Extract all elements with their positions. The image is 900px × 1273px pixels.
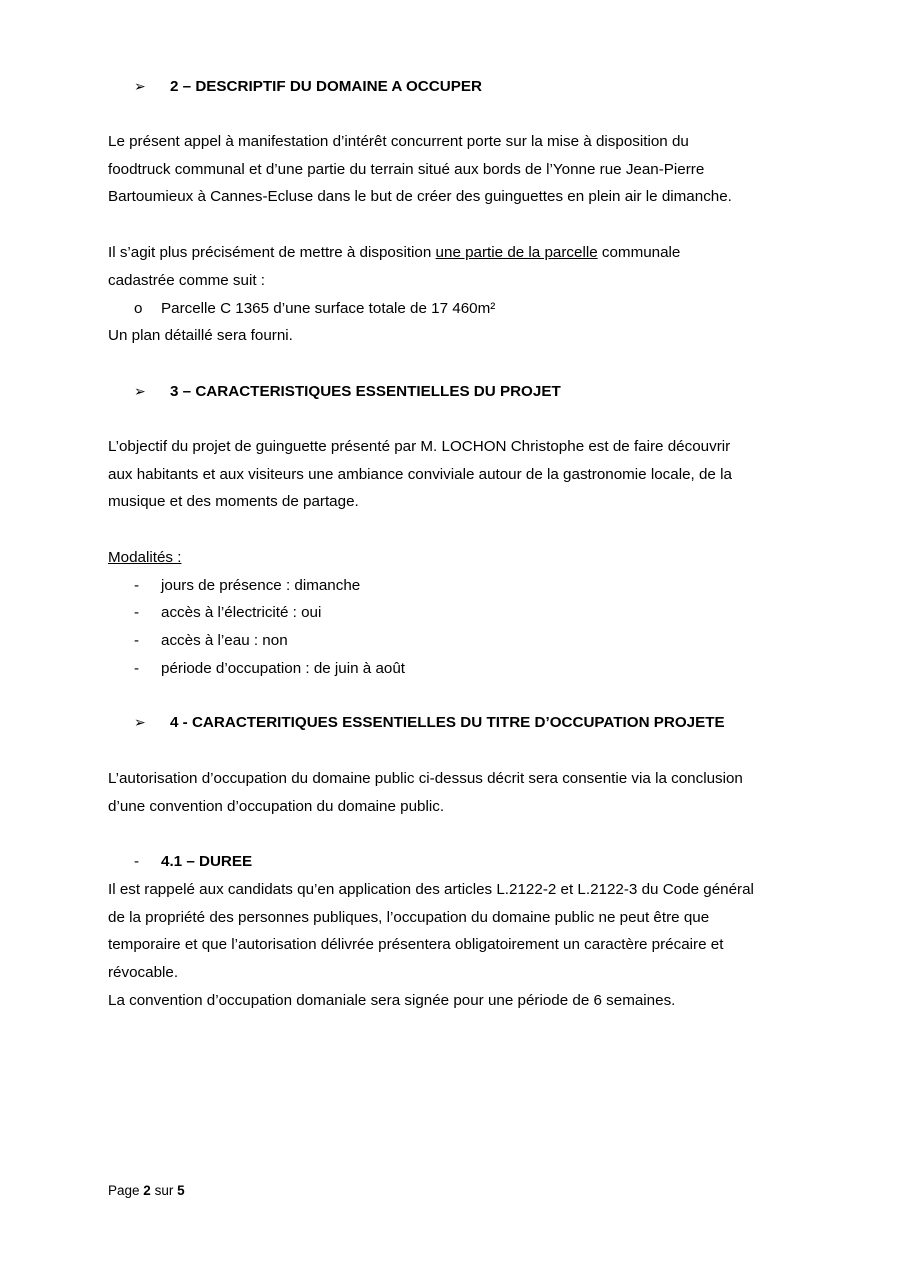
paragraph-line: L’autorisation d’occupation du domaine public ci-dessus décrit sera consentie via la conclusion [108,770,743,787]
list-item-text: accès à l’électricité : oui [161,604,322,621]
list-item-text: Parcelle C 1365 d’une surface totale de 17 460m² [161,300,496,317]
paragraph-line: Le présent appel à manifestation d’intérêt concurrent porte sur la mise à disposition du [108,133,689,150]
paragraph-line: de la propriété des personnes publiques, l’occupation du domaine public ne peut être que [108,908,710,926]
section-4-heading [134,711,725,735]
page-number: 2 [143,1183,151,1198]
dash-bullet-icon: - [134,853,140,870]
section-3-heading [134,380,561,404]
paragraph-line: cadastrée comme suit : [108,271,265,289]
arrow-bullet-icon: ➢ [134,79,146,95]
list-item-text: période d’occupation : de juin à août [161,660,406,677]
paragraph-line: Bartoumieux à Cannes-Ecluse dans le but de créer des guinguettes en plein air le dimanche. [108,188,732,206]
paragraph-line: Il est rappelé aux candidats qu’en application des articles L.2122-2 et L.2122-3 du Code général [108,881,754,898]
of-label: sur [154,1183,174,1198]
paragraph-line: aux habitants et aux visiteurs une ambiance conviviale autour de la gastronomie locale, de la [108,465,732,483]
section-3-title: 3 – CARACTERISTIQUES ESSENTIELLES DU PROJET [170,383,561,400]
paragraph-line: La convention d’occupation domaniale sera signée pour une période de 6 semaines. [108,991,676,1009]
total-pages: 5 [177,1183,185,1198]
circle-bullet-icon: o [134,300,143,317]
section-4-paragraph-1 [108,765,794,820]
section-2-title: 2 – DESCRIPTIF DU DOMAINE A OCCUPER [170,78,482,95]
page-footer [108,1180,185,1202]
paragraph-line: musique et des moments de partage. [108,493,359,511]
section-2-paragraph-2 [108,239,794,294]
paragraph-text: Il s’agit plus précisément de mettre à disposition [108,244,436,261]
section-2-paragraph-1 [108,128,794,211]
list-item-text: jours de présence : dimanche [161,577,361,594]
page-label: Page [108,1183,140,1198]
underlined-phrase: une partie de la parcelle [435,244,598,261]
arrow-bullet-icon: ➢ [134,715,146,731]
section-3-paragraph-1 [108,433,794,516]
paragraph-line: d’une convention d’occupation du domaine public. [108,797,445,815]
paragraph-line: foodtruck communal et d’une partie du terrain situé aux bords de l’Yonne rue Jean-Pierre [108,160,705,178]
paragraph-text: communale [597,244,681,261]
section-2-heading [134,75,482,99]
list-item-text: accès à l’eau : non [161,632,288,649]
dash-bullet-icon: - [134,577,140,594]
arrow-bullet-icon: ➢ [134,384,146,400]
paragraph-line: temporaire et que l’autorisation délivrée présentera obligatoirement un caractère précaire et [108,936,724,954]
dash-bullet-icon: - [134,660,140,677]
section-4-title: 4 - CARACTERITIQUES ESSENTIELLES DU TITRE D’OCCUPATION PROJETE [170,714,725,731]
paragraph-line [108,239,794,267]
paragraph-line: révocable. [108,964,179,982]
paragraph-line: Un plan détaillé sera fourni. [108,327,293,344]
section-4-paragraph-2 [108,876,794,1015]
dash-bullet-icon: - [134,604,140,621]
paragraph-line: L’objectif du projet de guinguette présenté par M. LOCHON Christophe est de faire découvrir [108,438,731,455]
plan-note [108,322,794,350]
modalites-label [108,544,794,572]
subsection-title: 4.1 – DUREE [161,853,253,870]
dash-bullet-icon: - [134,632,140,649]
modalites-heading: Modalités : [108,549,182,566]
